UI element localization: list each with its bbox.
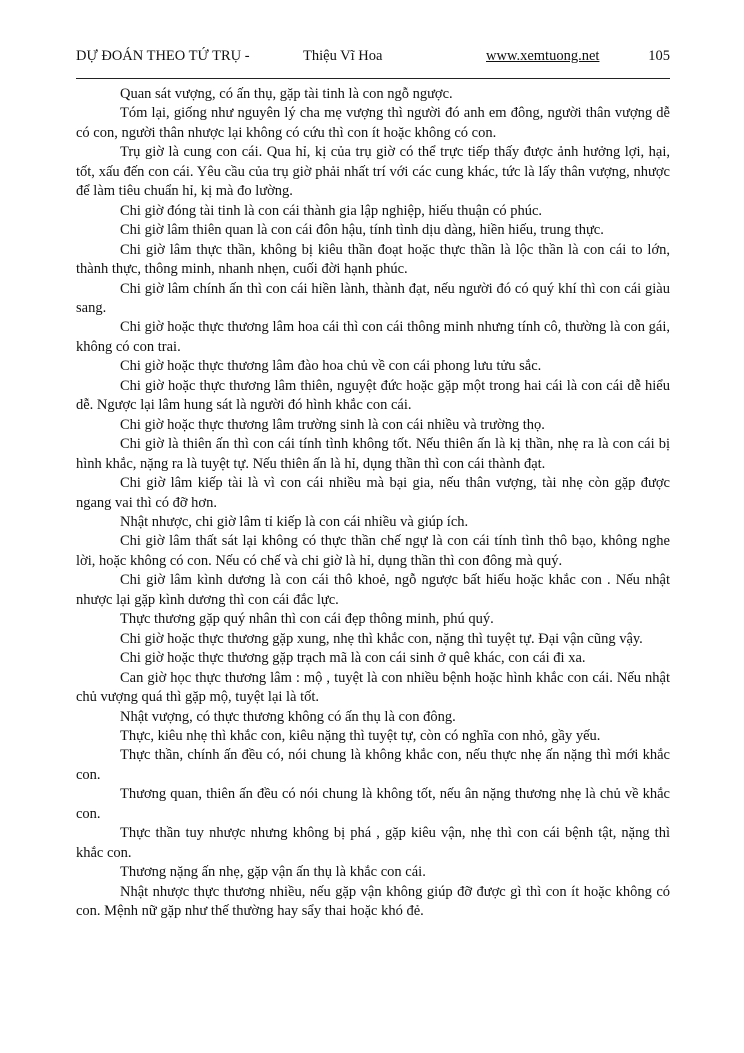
paragraph: Chi giờ hoặc thực thương lâm trường sinh là con cái nhiều và trường thọ. [120,416,545,433]
paragraph: Tóm lại, giống như nguyên lý cha mẹ vượng thì người đó anh em đông, người thân vượng dễ có con, người thân nhược lại không có cứu thì con ít hoặc không có con. [76,105,670,141]
paragraph: Chi giờ lâm kiếp tài là vì con cái nhiều mà bại gia, nếu thân vượng, tài nhẹ còn gặp được ngang vai thì có đỡ hơn. [76,475,670,511]
paragraph: Thực thần, chính ấn đều có, nói chung là không khắc con, nếu thực nhẹ ấn nặng thì mới khắc con. [76,747,670,783]
paragraph: Thương quan, thiên ấn đều có nói chung là không tốt, nếu ân nặng thương nhẹ là chủ về khắc con. [76,786,670,822]
header-url-link[interactable]: www.xemtuong.net [486,48,600,64]
paragraph: Can giờ học thực thương lâm : mộ , tuyệt là con nhiều bệnh hoặc hình khắc con cái. Nếu nhật chủ vượng quá thì gặp mộ, tuyệt lại là tốt. [76,669,670,706]
paragraph: Quan sát vượng, có ấn thụ, gặp tài tinh là con ngỗ ngược. [120,86,453,102]
paragraph: Chi giờ hoặc thực thương gặp xung, nhẹ thì khắc con, nặng thì tuyệt tự. Đại vận cũng vậy. [120,630,643,647]
paragraph: Chi giờ hoặc thực thương lâm thiên, nguyệt đức hoặc gặp một trong hai cái là con cái dễ hiểu dễ. Ngược lại lâm hung sát là người đó hình khắc con cái. [76,377,670,414]
paragraph: Nhật vượng, có thực thương không có ấn thụ là con đông. [120,708,456,725]
paragraph: Chi giờ là thiên ấn thì con cái tính tình không tốt. Nếu thiên ấn là kị thần, nhẹ ra là con cái bị hình khắc, nặng ra là tuyệt tự. Nếu thiên ấn là hỉ, dụng thần thì con cái thành đạt. [76,436,670,472]
paragraph: Chi giờ lâm thực thần, không bị kiêu thần đoạt hoặc thực thần là lộc thần là con cái to lớn, thành thực, thông minh, nhanh nhẹn, cuối đời hạnh phúc. [76,241,670,278]
document-body [76,85,670,921]
paragraph: Chi giờ đóng tài tinh là con cái thành gia lập nghiệp, hiếu thuận có phúc. [120,202,543,219]
paragraph: Nhật nhược, chi giờ lâm tỉ kiếp là con cái nhiều và giúp ích. [120,513,469,530]
paragraph: Chi giờ hoặc thực thương gặp trạch mã là con cái sinh ở quê khác, con cái đi xa. [120,650,586,667]
paragraph: Nhật nhược thực thương nhiều, nếu gặp vận không giúp đỡ được gì thì con ít hoặc không có con. Mệnh nữ gặp như thế thường hay sẩy thai hoặc khó đẻ. [76,883,670,920]
header-divider [76,78,670,79]
paragraph: Chi giờ lâm thất sát lại không có thực thần chế ngự là con cái tính tình thô bạo, không nghe lời, hoặc không có con. Nếu có chế và chi giờ là hỉ, dụng thần thì con đông mà quý. [76,533,670,569]
paragraph: Chi giờ hoặc thực thương lâm đào hoa chủ về con cái phong lưu tửu sắc. [120,358,542,375]
page-header [76,46,670,66]
page-number: 105 [648,48,670,64]
paragraph: Chi giờ hoặc thực thương lâm hoa cái thì con cái thông minh nhưng tính cô, thường là con gái, không có con trai. [76,319,670,355]
paragraph: Chi giờ lâm kình dương là con cái thô khoẻ, ngỗ ngược bất hiếu hoặc khắc con . Nếu nhật nhược lại gặp kình dương thì con cái đắc lực. [76,572,670,608]
paragraph: Trụ giờ là cung con cái. Qua hỉ, kị của trụ giờ có thể trực tiếp thấy được ảnh hưởng lợi, hại, tốt, xấu đến con cái. Yêu cầu của trụ giờ phải nhất trí với các cung khác, tức là lấy thân vượng, nhược để làm tiêu chuẩn hỉ, kị mà đo lường. [76,144,670,200]
paragraph: Thực thần tuy nhược nhưng không bị phá , gặp kiêu vận, nhẹ thì con cái bệnh tật, nặng thì khắc con. [76,825,670,861]
paragraph: Thực, kiêu nhẹ thì khắc con, kiêu nặng thì tuyệt tự, còn có nghĩa con nhỏ, gầy yếu. [120,727,601,744]
header-title: DỰ ĐOÁN THEO TỨ TRỤ - [76,48,250,64]
paragraph: Thương nặng ấn nhẹ, gặp vận ấn thụ là khắc con cái. [120,864,426,881]
header-author: Thiệu Vĩ Hoa [303,48,383,64]
paragraph: Thực thương gặp quý nhân thì con cái đẹp thông minh, phú quý. [120,611,494,628]
paragraph: Chi giờ lâm thiên quan là con cái đôn hậu, tính tình dịu dàng, hiền hiếu, trung thực. [120,222,604,239]
paragraph: Chi giờ lâm chính ấn thì con cái hiền lành, thành đạt, nếu người đó có quý khí thì con cái giàu sang. [76,280,670,316]
